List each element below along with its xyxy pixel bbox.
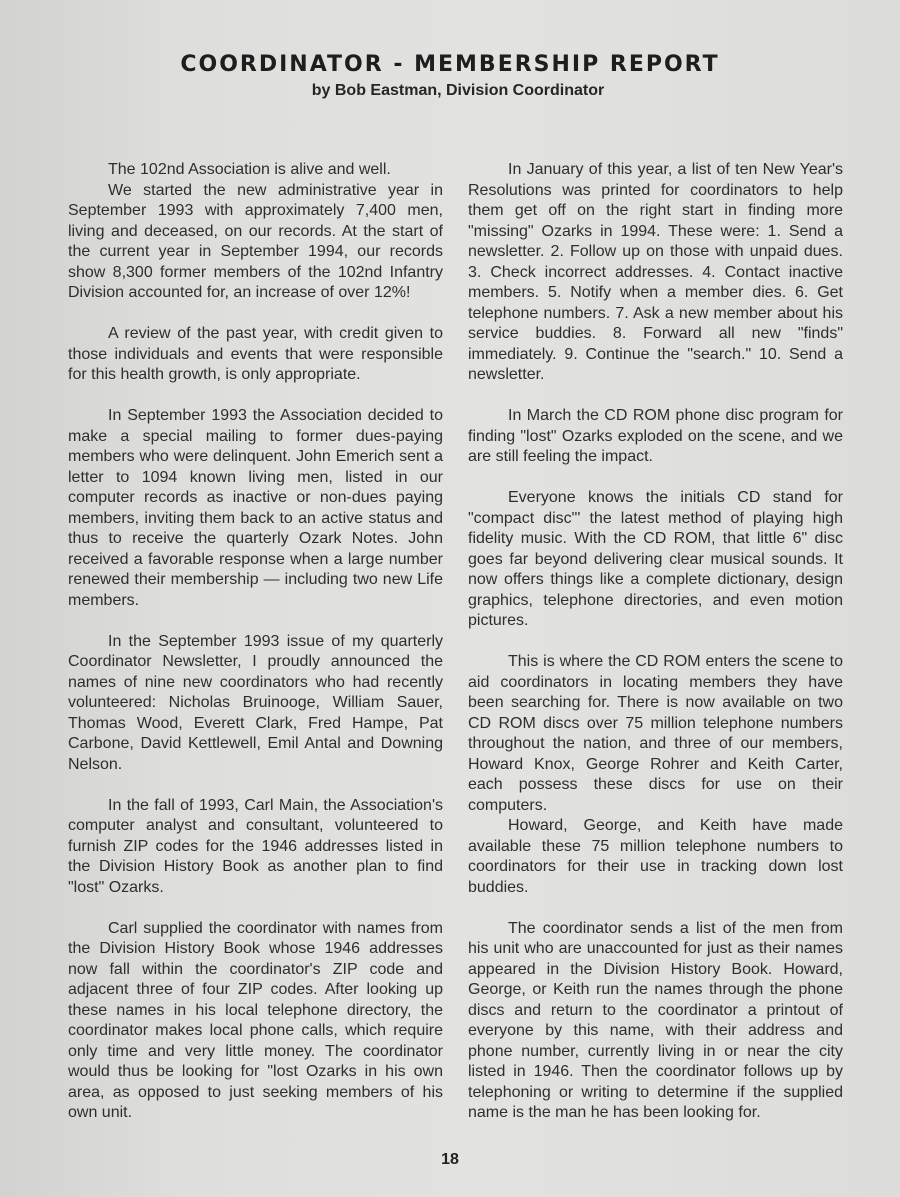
page-number: 18 xyxy=(441,1151,459,1168)
byline: by Bob Eastman, Division Coordinator xyxy=(311,82,605,99)
paragraph: This is where the CD ROM enters the scene to aid coordinators in locating members they have been searching for. There is now available on two CD ROM discs over 75 million telephone numbers throughout the nation, and three of our members, Howard Knox, George Rohrer and Keith Carter, each possess these discs for use on their computers. xyxy=(468,653,843,814)
paragraph: A review of the past year, with credit given to those individuals and events that were responsible for this health growth, is only appropriate. xyxy=(68,325,443,383)
paragraph: Everyone knows the initials CD stand for "compact disc"' the latest method of playing high fidelity music. With the CD ROM, that little 6" disc goes far beyond delivering clear musical sounds. It now offers things like a complete dictionary, design graphics, telephone directories, and even motion pictures. xyxy=(468,489,843,629)
paragraph: In March the CD ROM phone disc program for finding "lost" Ozarks exploded on the scene, and we are still feeling the impact. xyxy=(468,407,843,465)
page-title: COORDINATOR - MEMBERSHIP REPORT xyxy=(180,52,720,77)
paragraph: In September 1993 the Association decided to make a special mailing to former dues-paying members who were delinquent. John Emerich sent a letter to 1094 known living men, listed in our computer records as inactive or non-dues paying members, inviting them back to an active status and thus to receive the quarterly Ozark Notes. John received a favorable response when a large number renewed their membership — including two new Life members. xyxy=(68,407,443,609)
paragraph: Carl supplied the coordinator with names from the Division History Book whose 1946 addresses now fall within the coordinator's ZIP code and adjacent three of four ZIP codes. After looking up these names in his local telephone directory, the coordinator makes local phone calls, which require only time and very little money. The coordinator would thus be looking for "lost Ozarks in his own area, as opposed to just seeking members of his own unit. xyxy=(68,919,443,1121)
paragraph: In the September 1993 issue of my quarterly Coordinator Newsletter, I proudly announced the names of nine new coordinators who had recently volunteered: Nicholas Bruinooge, William Sauer, Thomas Wood, Everett Clark, Fred Hampe, Pat Carbone, David Kettlewell, Emil Antal and Downing Nelson. xyxy=(68,632,443,773)
paragraph: We started the new administrative year in September 1993 with approximately 7,400 men, living and deceased, on our records. At the start of the current year in September 1994, our records show 8,300 former members of the 102nd Infantry Division accounted for, an increase of over 12%! xyxy=(68,181,443,301)
paragraph: In January of this year, a list of ten New Year's Resolutions was printed for coordinators to help them get off on the right start in finding more "missing" Ozarks in 1994. These were: 1. Send a newsletter. 2. Follow up on those with unpaid dues. 3. Check incorrect addresses. 4. Contact inactive members. 5. Notify when a member dies. 6. Get telephone numbers. 7. Ask a new member about his service buddies. 8. Forward all new "finds" immediately. 9. Continue the "search." 10. Send a newsletter. xyxy=(468,161,843,383)
paragraph: Howard, George, and Keith have made available these 75 million telephone numbers to coordinators for their use in tracking down lost buddies. xyxy=(468,817,843,896)
paragraph: The coordinator sends a list of the men from his unit who are unaccounted for just as their names appeared in the Division History Book. Howard, George, or Keith run the names through the phone discs and return to the coordinator a printout of everyone by this name, with their address and phone number, currently living in or near the city listed in 1946. Then the coordinator follows up by telephoning or writing to determine if the supplied name is the man he has been looking for. xyxy=(468,919,843,1121)
paragraph: The 102nd Association is alive and well. xyxy=(108,161,391,178)
paragraph: In the fall of 1993, Carl Main, the Association's computer analyst and consultant, volunteered to furnish ZIP codes for the 1946 addresses listed in the Division History Book as another plan to find "lost" Ozarks. xyxy=(68,796,443,896)
right-column xyxy=(468,160,843,1124)
left-column xyxy=(68,160,443,1124)
